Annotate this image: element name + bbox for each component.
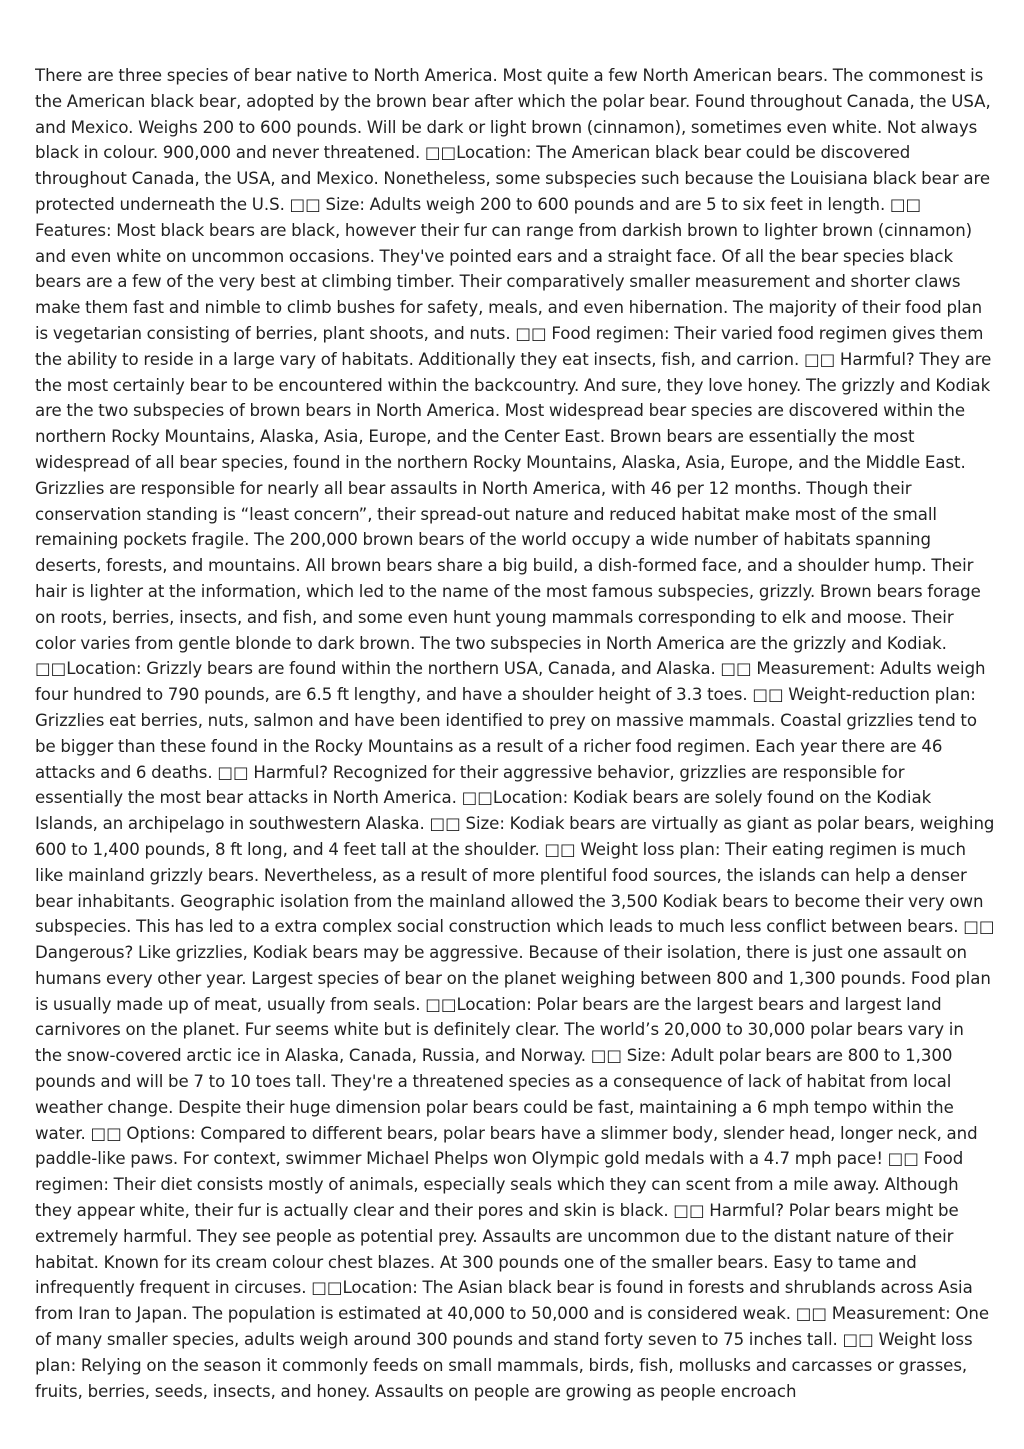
article-body-text: There are three species of bear native to North America. Most quite a few North American bears. The commonest is the American black bear, adopted by the brown bear after which the polar bear. Found throughout Canada, the USA, and Mexico. Weighs 200 to 600 pounds. Will be dark or light brown (cinnamon), sometimes even white. Not always black in colour. 900,000 and never threatened. □□Location: The American black bear could be discovered throughout Canada, the USA, and Mexico. Nonetheless, some subspecies such because the Louisiana black bear are protected underneath the U.S. □□ Size: Adults weigh 200 to 600 pounds and are 5 to six feet in length. □□ Features: Most black bears are black, however their fur can range from darkish brown to lighter brown (cinnamon) and even white on uncommon occasions. They've pointed ears and a straight face. Of all the bear species black bears are a few of the very best at climbing timber. Their comparatively smaller measurement and shorter claws make them fast and nimble to climb bushes for safety, meals, and even hibernation. The majority of their food plan is vegetarian consisting of berries, plant shoots, and nuts. □□ Food regimen: Their varied food regimen gives them the ability to reside in a large vary of habitats. Additionally they eat insects, fish, and carrion. □□ Harmful? They are the most certainly bear to be encountered within the backcountry. And sure, they love honey. The grizzly and Kodiak are the two subspecies of brown bears in North America. Most widespread bear species are discovered within the northern Rocky Mountains, Alaska, Asia, Europe, and the Center East. Brown bears are essentially the most widespread of all bear species, found in the northern Rocky Mountains, Alaska, Asia, Europe, and the Middle East. Grizzlies are responsible for nearly all bear assaults in North America, with 46 per 12 months. Though their conservation standing is “least concern”, their spread-out nature and reduced habitat make most of the small remaining pockets fragile. The 200,000 brown bears of the world occupy a wide number of habitats spanning deserts, forests, and mountains. All brown bears share a big build, a dish-formed face, and a shoulder hump. Their hair is lighter at the information, which led to the name of the most famous subspecies, grizzly. Brown bears forage on roots, berries, insects, and fish, and some even hunt young mammals corresponding to elk and moose. Their color varies from gentle blonde to dark brown. The two subspecies in North America are the grizzly and Kodiak. □□Location: Grizzly bears are found within the northern USA, Canada, and Alaska. □□ Measurement: Adults weigh four hundred to 790 pounds, are 6.5 ft lengthy, and have a shoulder height of 3.3 toes. □□ Weight-reduction plan: Grizzlies eat berries, nuts, salmon and have been identified to prey on massive mammals. Coastal grizzlies tend to be bigger than these found in the Rocky Mountains as a result of a richer food regimen. Each year there are 46 attacks and 6 deaths. □□ Harmful? Recognized for their aggressive behavior, grizzlies are responsible for essentially the most bear attacks in North America. □□Location: Kodiak bears are solely found on the Kodiak Islands, an archipelago in southwestern Alaska. □□ Size: Kodiak bears are virtually as giant as polar bears, weighing 600 to 1,400 pounds, 8 ft long, and 4 feet tall at the shoulder. □□ Weight loss plan: Their eating regimen is much like mainland grizzly bears. Nevertheless, as a result of more plentiful food sources, the islands can help a denser bear inhabitants. Geographic isolation from the mainland allowed the 3,500 Kodiak bears to become their very own subspecies. This has led to a extra complex social construction which leads to much less conflict between bears. □□ Dangerous? Like grizzlies, Kodiak bears may be aggressive. Because of their isolation, there is just one assault on humans every other year. Largest species of bear on the planet weighing between 800 and 1,300 pounds. Food plan is usually made up of meat, usually from seals. □□Location: Polar bears are the largest bears and largest land carnivores on the planet. Fur seems white but is definitely clear. The world’s 20,000 to 30,000 polar bears vary in the snow-covered arctic ice in Alaska, Canada, Russia, and Norway. □□ Size: Adult polar bears are 800 to 1,300 pounds and will be 7 to 10 toes tall. They're a threatened species as a consequence of lack of habitat from local weather change. Despite their huge dimension polar bears could be fast, maintaining a 6 mph tempo within the water. □□ Options: Compared to different bears, polar bears have a slimmer body, slender head, longer neck, and paddle-like paws. For context, swimmer Michael Phelps won Olympic gold medals with a 4.7 mph pace! □□ Food regimen: Their diet consists mostly of animals, especially seals which they can scent from a mile away. Although they appear white, their fur is actually clear and their pores and skin is black. □□ Harmful? Polar bears might be extremely harmful. They see people as potential prey. Assaults are uncommon due to the distant nature of their habitat. Known for its cream colour chest blazes. At 300 pounds one of the smaller bears. Easy to tame and infrequently frequent in circuses. □□Location: The Asian black bear is found in forests and shrublands across Asia from Iran to Japan. The population is estimated at 40,000 to 50,000 and is considered weak. □□ Measurement: One of many smaller species, adults weigh around 300 pounds and stand forty seven to 75 inches tall. □□ Weight loss plan: Relying on the season it commonly feeds on small mammals, birds, fish, mollusks and carcasses or grasses, fruits, berries, seeds, insects, and honey. Assaults on people are growing as people encroach (35, 66, 995, 1401)
document-page (35, 63, 995, 1443)
